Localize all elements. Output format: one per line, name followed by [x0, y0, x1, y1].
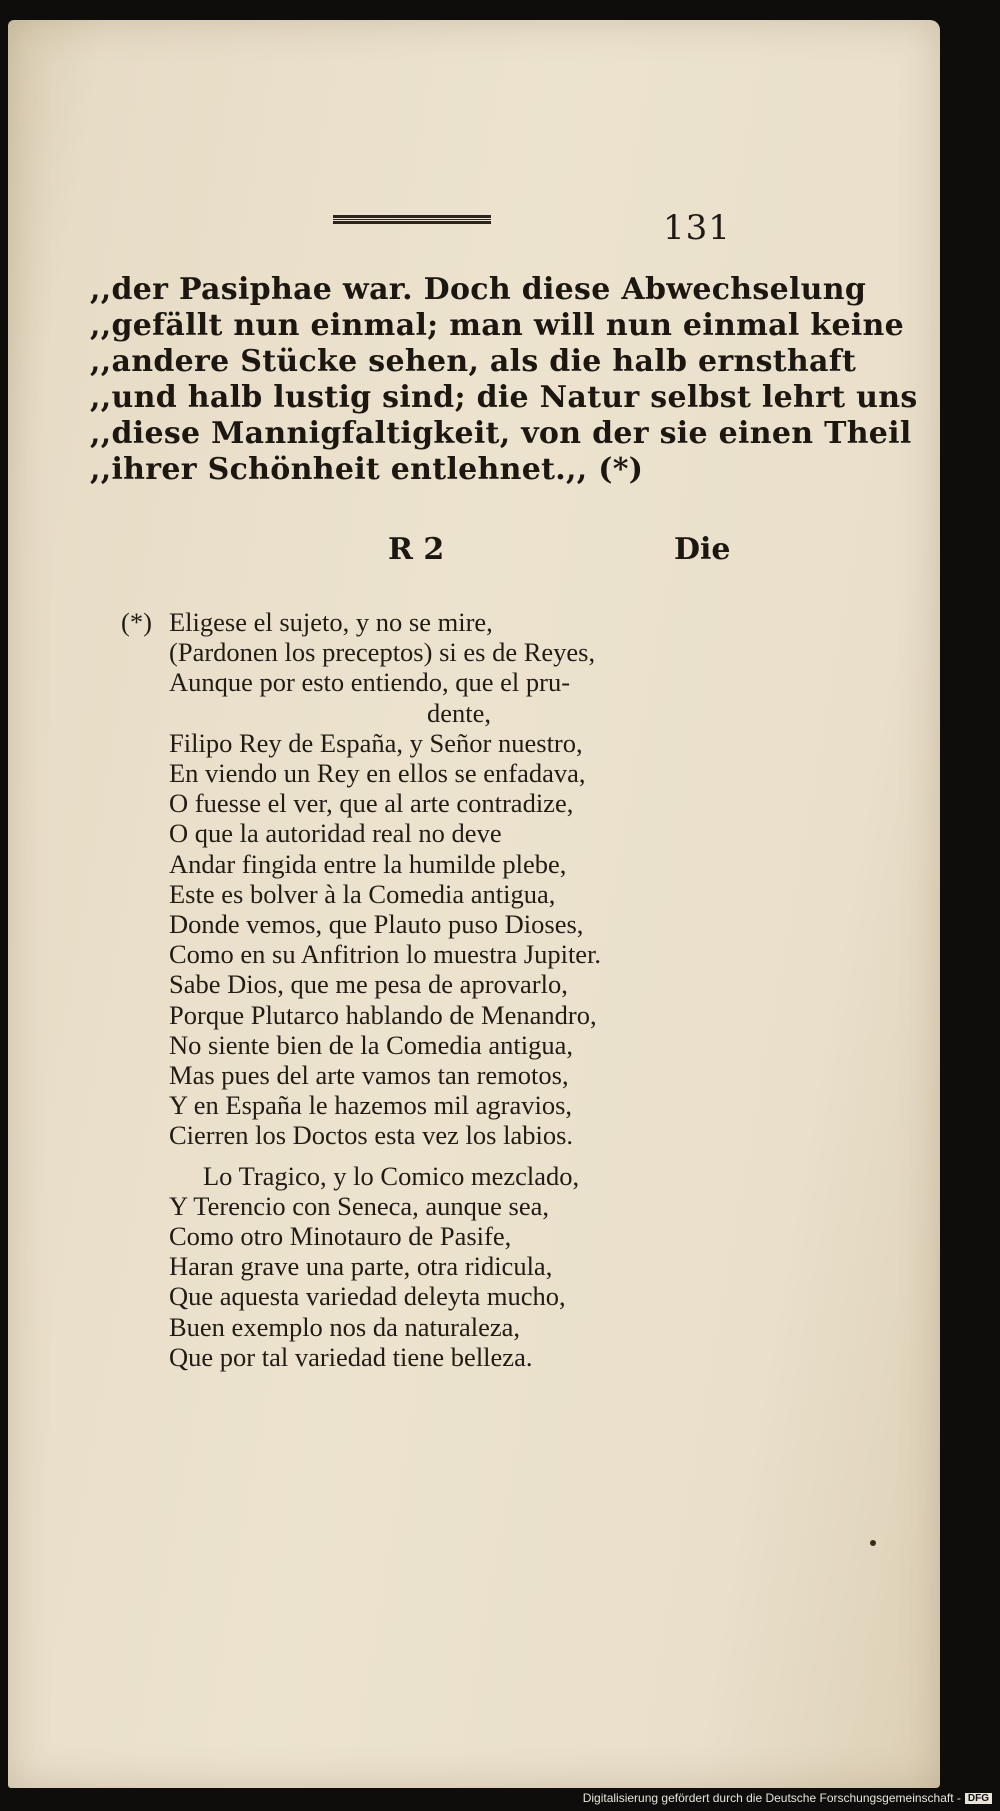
verse-line: O que la autoridad real no deve — [169, 818, 502, 849]
german-line: ,,und halb lustig sind; die Natur selbst lehrt uns — [90, 380, 918, 415]
german-line: ,,gefällt nun einmal; man will nun einmal keine — [90, 308, 905, 343]
verse-line: Porque Plutarco hablando de Menandro, — [169, 999, 597, 1030]
verse-line: O fuesse el ver, que al arte contradize, — [169, 788, 574, 819]
signature-mark: R 2 — [388, 532, 445, 567]
verse-line: (Pardonen los preceptos) si es de Reyes, — [169, 637, 596, 668]
digitization-credit — [583, 1791, 992, 1805]
verse-line: Aunque por esto entiendo, que el pru- — [169, 667, 571, 698]
verse-line: No siente bien de la Comedia antigua, — [169, 1029, 574, 1060]
verse-line: En viendo un Rey en ellos se enfadava, — [169, 758, 586, 789]
verse-line: Donde vemos, que Plauto puso Dioses, — [169, 909, 584, 940]
credit-text: Digitalisierung gefördert durch die Deutsche Forschungsgemeinschaft - — [582, 1791, 961, 1805]
german-line: ,,diese Mannigfaltigkeit, von der sie einen Theil — [90, 416, 912, 451]
footnote-verse — [169, 607, 741, 1372]
verse-line: Y Terencio con Seneca, aunque sea, — [169, 1190, 550, 1221]
verse-line: Este es bolver à la Comedia antigua, — [169, 878, 556, 909]
page-number: 131 — [663, 208, 731, 248]
german-line: ,,der Pasiphae war. Doch diese Abwechselung — [90, 272, 867, 307]
footnote-mark: (*) — [121, 607, 152, 637]
verse-line: Que aquesta variedad deleyta mucho, — [169, 1281, 566, 1312]
german-line: ,,andere Stücke sehen, als die halb ernsthaft — [90, 344, 857, 379]
verse-line: Como en su Anfitrion lo muestra Jupiter. — [169, 939, 602, 970]
german-text-block — [90, 272, 918, 488]
stanza-gap — [169, 1151, 741, 1161]
ink-spot — [870, 1540, 876, 1546]
verse-line: Que por tal variedad tiene belleza. — [169, 1341, 533, 1372]
verse-line: Sabe Dios, que me pesa de aprovarlo, — [169, 969, 568, 1000]
verse-line: Lo Tragico, y lo Comico mezclado, — [203, 1160, 580, 1191]
verse-line: Haran grave una parte, otra ridicula, — [169, 1251, 553, 1282]
verse-line: Eligese el sujeto, y no se mire, — [169, 607, 493, 637]
verse-line: Cierren los Doctos esta vez los labios. — [169, 1120, 574, 1151]
verse-line: Mas pues del arte vamos tan remotos, — [169, 1060, 569, 1091]
verse-line: dente, — [427, 697, 492, 728]
dfg-logo: DFG — [965, 1793, 992, 1804]
verse-line: Andar fingida entre la humilde plebe, — [169, 848, 567, 879]
header-rule — [333, 215, 491, 224]
catchword: Die — [674, 532, 731, 567]
verse-line: Filipo Rey de España, y Señor nuestro, — [169, 727, 583, 758]
verse-line: Como otro Minotauro de Pasife, — [169, 1221, 512, 1252]
footnote — [121, 607, 741, 1372]
verse-line: Y en España le hazemos mil agravios, — [169, 1090, 573, 1121]
german-line: ,,ihrer Schönheit entlehnet.,, (*) — [90, 452, 644, 487]
book-page — [8, 20, 940, 1788]
verse-line: Buen exemplo nos da naturaleza, — [169, 1311, 520, 1342]
